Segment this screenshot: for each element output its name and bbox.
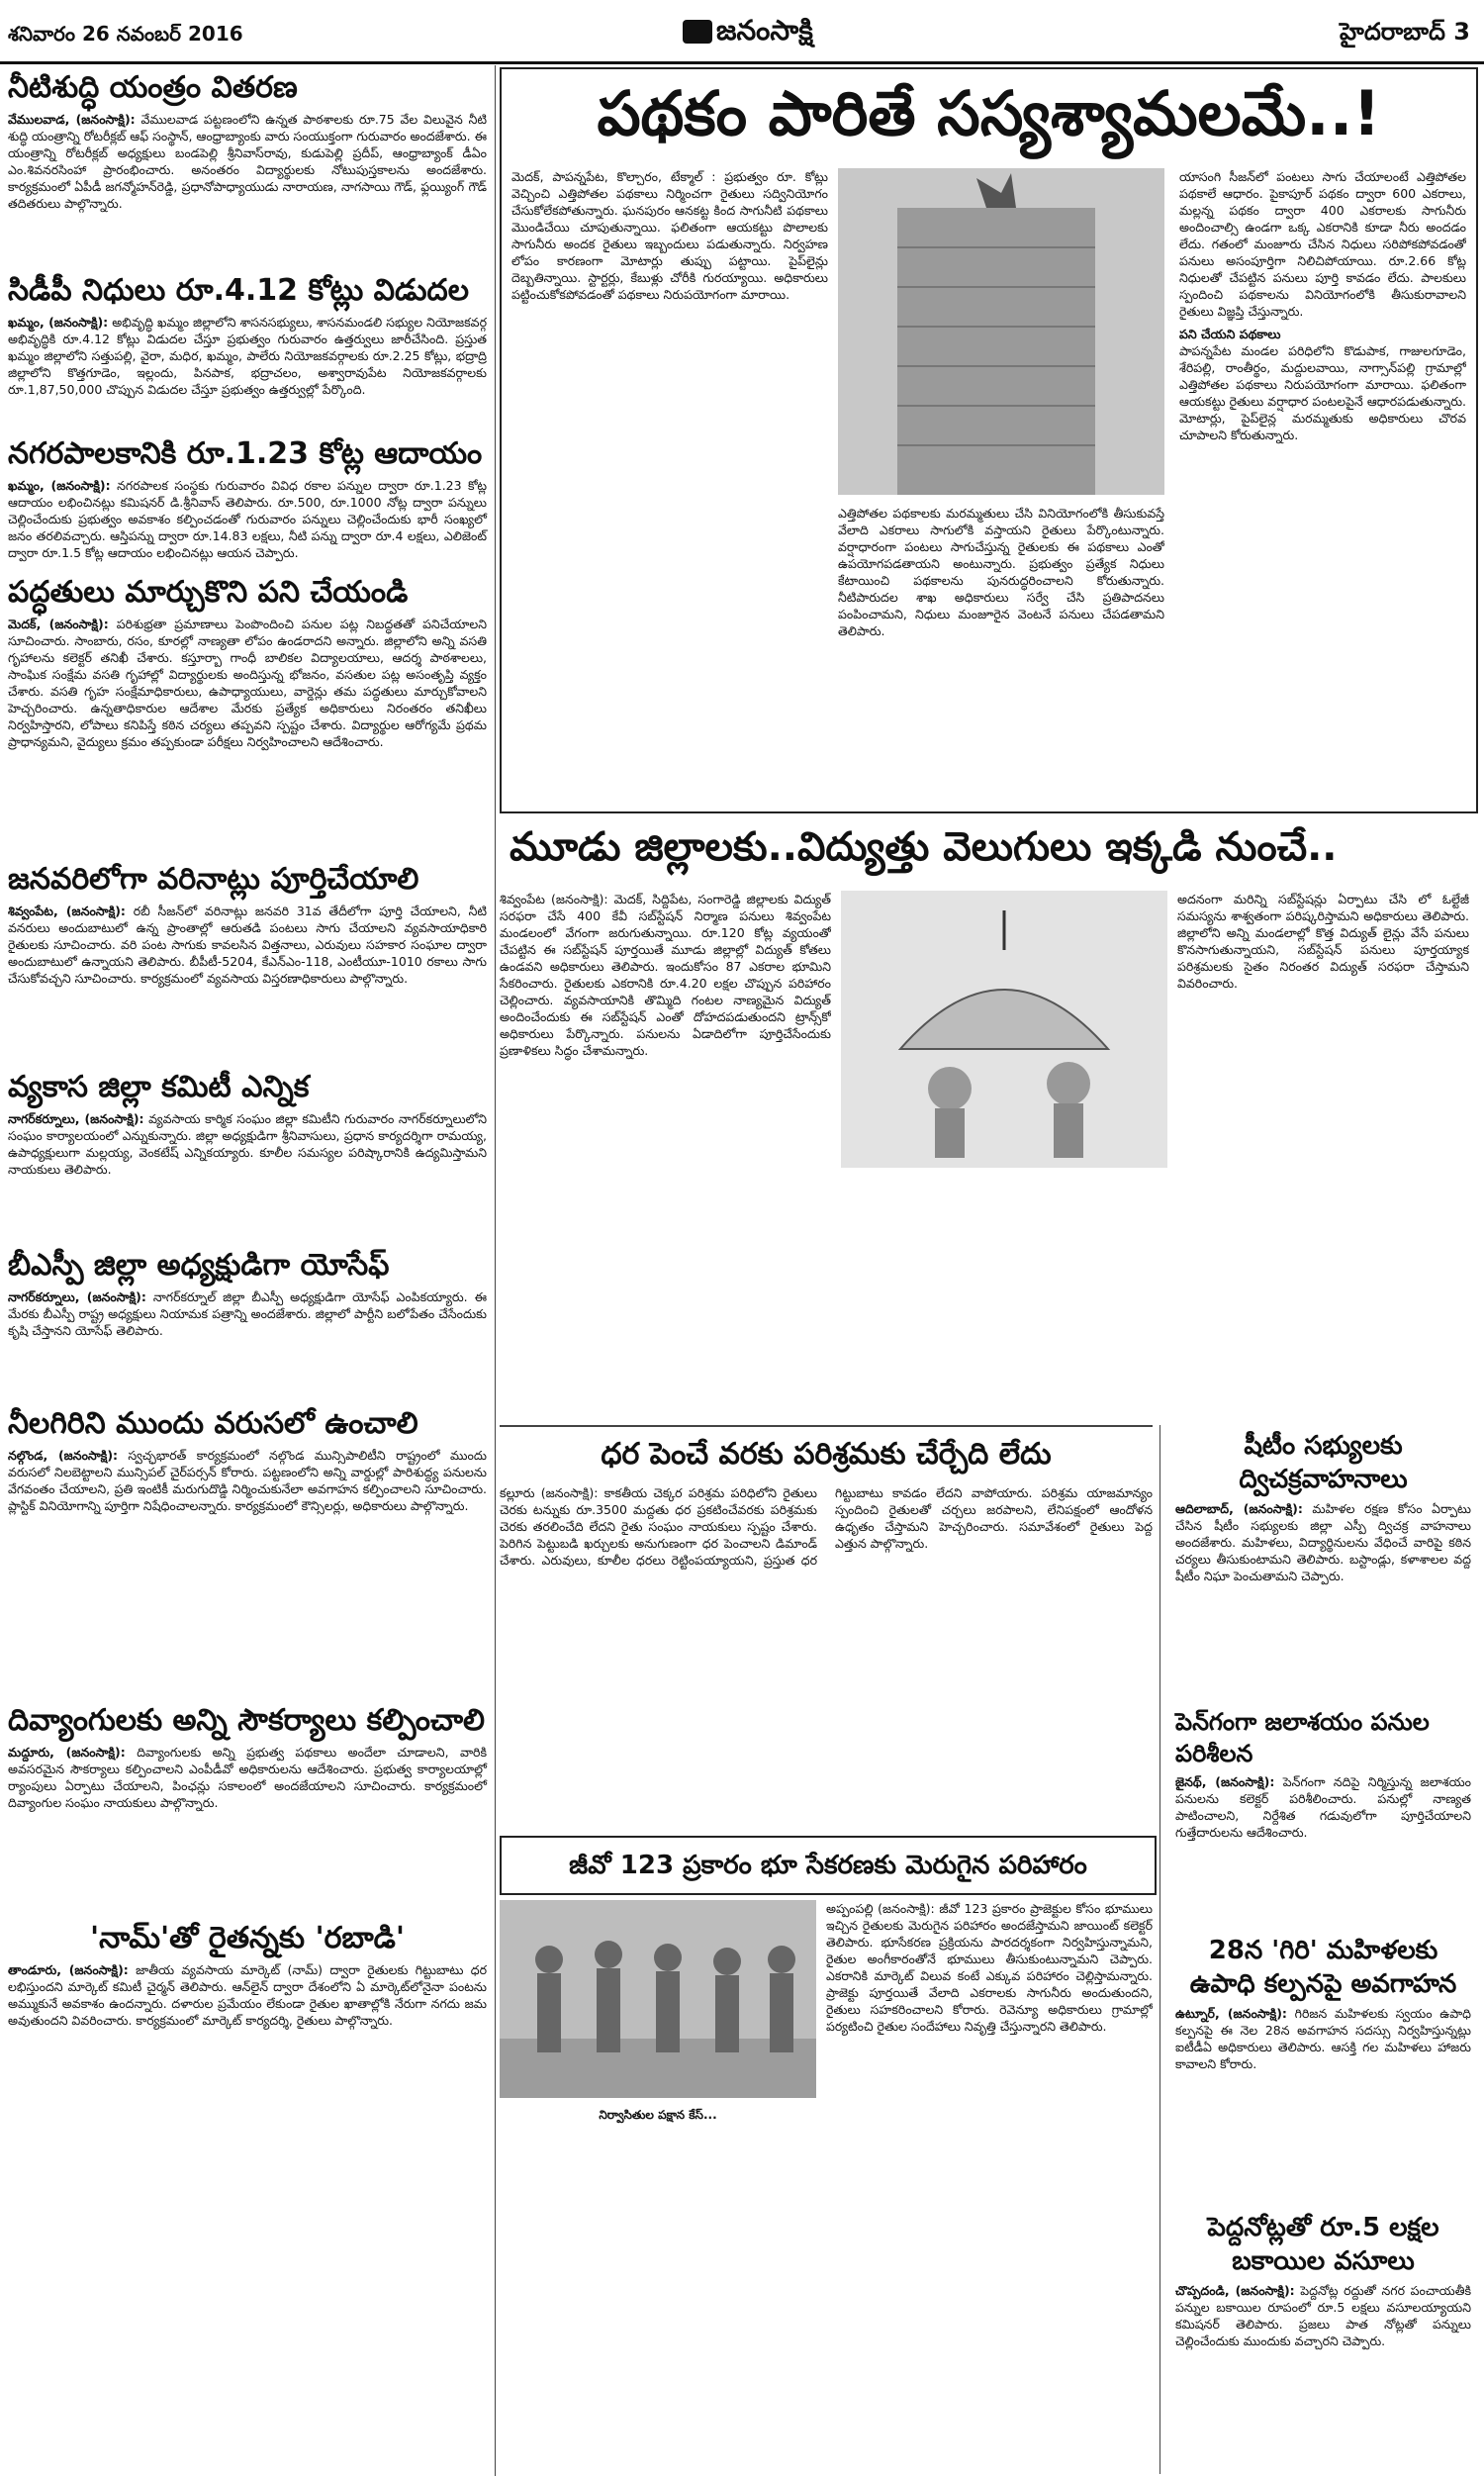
brief-8 (0, 1698, 495, 1916)
brand-logo (683, 14, 813, 53)
brief-dateline: మద్దూరు, (జనంసాక్షి): (8, 1745, 126, 1760)
brief-text: వ్యవసాయ కార్మిక సంఘం జిల్లా కమిటీని గురువారం నాగర్‌కర్నూలులోని సంఘం కార్యాలయంలో ఎన్నుకున్నారు. జిల్లా అధ్యక్షుడిగా శ్రీనివాసులు, ప్రధాన కార్యదర్శిగా రామయ్య, ఉపాధ్యక్షులుగా మల్లయ్య, వెంకటేష్ ఎన్నికయ్యారు. కూలీల సమస్యల పరిష్కారానికి ఉద్యమిస్తామని నాయకులు తెలిపారు. (8, 1111, 487, 1177)
brief-headline: జనవరిలోగా వరినాట్లు పూర్తిచేయాలి (8, 862, 419, 897)
lead-body-left (511, 168, 828, 802)
go-body-left (500, 2108, 816, 2464)
page-number: 3 (1453, 18, 1470, 46)
brief-dateline: ఉట్నూర్, (జనంసాక్షి): (1175, 2006, 1287, 2021)
officials-inspecting-land-image (500, 1900, 816, 2098)
masthead (0, 0, 1484, 64)
brief-headline: సిడీపీ నిధులు రూ.4.12 కోట్లు విడుదల (8, 273, 470, 308)
brief-text: స్వచ్ఛభారత్ కార్యక్రమంలో నల్గొండ మున్సిపాలిటీని రాష్ట్రంలో ముందు వరుసలో నిలబెట్టాలని మున్సిపల్ చైర్‌పర్సన్ కోరారు. పట్టణంలోని అన్ని వార్డుల్లో పారిశుద్ధ్య పనులను వేగవంతం చేయాలని, ప్రతి ఇంటికీ మరుగుదొడ్డి నిర్మించుకునేలా అవగాహన కల్పించాలని సూచించారు. ప్లాస్టిక్ వినియోగాన్ని పూర్తిగా నిషేధించాలన్నారు. కార్యక్రమంలో కౌన్సిలర్లు, అధికారులు పాల్గొన్నారు. (8, 1448, 487, 1513)
brief-body (8, 111, 487, 212)
brief-text: అభివృద్ధి ఖమ్మం జిల్లాలోని శాసనసభ్యులు, శాసనమండలి సభ్యుల నియోజకవర్గ అభివృద్ధికి రూ.4.12 కోట్లు విడుదల చేస్తూ ప్రభుత్వం గురువారం ఉత్తర్వులు జారీచేసింది. ప్రస్తుత ఖమ్మం జిల్లాలోని సత్తుపల్లి, వైరా, మధిర, ఖమ్మం, పాలేరు నియోజకవర్గాలకు రూ.2.25 కోట్లు, భద్రాద్రి జిల్లాలోని కొత్తగూడెం, ఇల్లందు, పినపాక, భద్రాచలం, అశ్వారావుపేట నియోజకవర్గాలకు రూ.1,87,50,000 చొప్పున విడుదల చేస్తూ ప్రభుత్వం ఉత్తర్వుల్లో పేర్కొంది. (8, 315, 487, 397)
lead-story (500, 67, 1478, 813)
right-brief-0 (1167, 1425, 1479, 1702)
lead-sub-text: పాపన్నపేట మండల పరిధిలోని కొడుపాక, గాజులగూడెం, శేరిపల్లి, రాంతీర్థం, మద్దులవాయి, నాగ్సాన్‌పల్లి గ్రామాల్లో ఎత్తిపోతల పథకాలు నిరుపయోగంగా మారాయి. ఫలితంగా ఆయకట్టు రైతులు వర్షాధార పంటలపైనే ఆధారపడుతున్నారు. మోటార్లు, పైప్‌లైన్ల మరమ్మతుకు అధికారులు చొరవ చూపాలని కోరుతున్నారు. (1179, 343, 1466, 442)
brief-dateline: మెదక్, (జనంసాక్షి): (8, 617, 109, 631)
lead-body-right (1179, 168, 1466, 802)
price-headline: ధర పెంచే వరకు పరిశ్రమకు చేర్చేది లేదు (601, 1437, 1052, 1472)
brief-text: పెద్దనోట్ల రద్దుతో నగర పంచాయతీకి పన్నుల బకాయిల రూపంలో రూ.5 లక్షలు వసూలయ్యాయని కమిషనర్ తెలిపారు. ప్రజలు పాత నోట్లతో పన్నులు చెల్లించేందుకు ముందుకు వచ్చారని చెప్పారు. (1175, 2283, 1471, 2348)
lead-body-text: మెదక్, పాపన్నపేట, కొల్చారం, టేక్మాల్ : ప్రభుత్వం రూ. కోట్లు వెచ్చించి ఎత్తిపోతల పథకాలు నిర్మించగా రైతులు సద్వినియోగం చేసుకోలేకపోతున్నారు. ఘనపురం ఆనకట్ట కింద సాగునీటి పథకాలు మొండిచేయి చూపుతున్నాయి. ఫలితంగా ఆయకట్టు పొలాలకు సాగునీరు అందక రైతులు ఇబ్బందులు పడుతున్నారు. నిర్వహణ లోపం కారణంగా మోటార్లు తుప్పు పట్టాయి. పైప్‌లైన్లు దెబ్బతిన్నాయి. స్టార్టర్లు, కేబుళ్లు చోరీకి గురయ్యాయి. అధికారులు పట్టించుకోకపోవడంతో పథకాలు నిరుపయోగంగా మారాయి. (511, 169, 828, 302)
go-inner-subhead: నిర్వాసితుల పక్షాన కేస్... (599, 2108, 717, 2122)
brief-2 (0, 431, 495, 570)
brief-headline: దివ్యాంగులకు అన్ని సౌకర్యాలు కల్పించాలి (8, 1703, 486, 1738)
brief-headline: బీఎస్పీ జిల్లా అధ్యక్షుడిగా యోసేఫ్ (8, 1248, 390, 1283)
lead-subhead: పని చేయని పథకాలు (1179, 327, 1281, 341)
brief-dateline: నాగర్‌కర్నూలు, (జనంసాక్షి): (8, 1289, 146, 1304)
price-body-text: కల్లూరు (జనంసాక్షి): కాకతీయ చెక్కర పరిశ్రమ పరిధిలోని రైతులు చెరకు టన్నుకు రూ.3500 మద్దతు ధర ప్రకటించేవరకు పరిశ్రమకు చెరకు తరలించేది లేదని రైతు సంఘం నాయకులు స్పష్టం చేశారు. పెరిగిన పెట్టుబడి ఖర్చులకు అనుగుణంగా ధర పెంచాలని డిమాండ్ చేశారు. ఎరువులు, కూలీల ధరలు రెట్టింపయ్యాయని, ప్రస్తుత ధర గిట్టుబాటు కావడం లేదని వాపోయారు. పరిశ్రమ యాజమాన్యం స్పందించి రైతులతో చర్చలు జరపాలని, లేనిపక్షంలో ఆందోళన ఉధృతం చేస్తామని హెచ్చరించారు. సమావేశంలో రైతులు పెద్ద ఎత్తున పాల్గొన్నారు. (500, 1485, 1153, 1568)
right-brief-2 (1167, 1930, 1479, 2207)
brief-dateline: వేములవాడ, (జనంసాక్షి): (8, 112, 136, 127)
brief-body (8, 1961, 487, 2029)
brief-headline: పద్ధతులు మార్చుకొని పని చేయండి (8, 575, 409, 610)
lead-photo (838, 168, 1164, 495)
brief-text: పరిశుభ్రతా ప్రమాణాలు పెంపొందించి పనుల పట్ల నిబద్ధతతో పనిచేయాలని సూచించారు. సాంబారు, రసం, కూరల్లో నాణ్యతా లోపం ఉండరాదని అన్నారు. జిల్లాలోని అన్ని వసతి గృహాలను కలెక్టర్ తనిఖీ చేశారు. కస్తూర్బా గాంధీ బాలికల విద్యాలయాలు, ఆదర్శ పాఠశాలలు, సాంఘిక సంక్షేమ వసతి గృహాల్లో విద్యార్థులకు అందిస్తున్న భోజనం, వసతుల పట్ల అసంతృప్తి వ్యక్తం చేశారు. వసతి గృహ సంక్షేమాధికారులు, ఉపాధ్యాయులు, వార్డెన్లు తమ పద్ధతులు మార్చుకోవాలని హెచ్చరించారు. ఉన్నతాధికారుల ఆదేశాల మేరకు ప్రత్యేక అధికారులు నిరంతరం తనిఖీలు నిర్వహిస్తారని, లోపాలు కనిపిస్తే కఠిన చర్యలు తప్పవని స్పష్టం చేశారు. విద్యార్థుల ఆరోగ్యమే ప్రథమ ప్రాధాన్యమని, వైద్యులు క్రమం తప్పకుండా పరీక్షలు నిర్వహించాలని ఆదేశించారు. (8, 617, 488, 749)
power-headline: మూడు జిల్లాలకు..విద్యుత్తు వెలుగులు ఇక్కడి నుంచే.. (510, 824, 1338, 870)
brief-body (8, 903, 487, 987)
brief-3 (0, 570, 495, 857)
right-brief-1 (1167, 1702, 1479, 1930)
brief-body (8, 477, 487, 561)
power-body-right (1177, 891, 1469, 1410)
brief-dateline: శివ్వంపేట, (జనంసాక్షి): (8, 904, 126, 918)
right-brief-3 (1167, 2207, 1479, 2469)
brief-1 (0, 268, 495, 431)
lead-headline: పథకం పారితే సస్యశ్యామలమే..! (597, 77, 1381, 149)
issue-date: శనివారం 26 నవంబర్ 2016 (8, 22, 243, 46)
brief-headline: పెన్‌గంగా జలాశయం పనుల పరిశీలన (1175, 1708, 1430, 1767)
left-briefs-column (0, 65, 496, 2476)
lead-side-text: యాసంగి సీజన్‌లో పంటలు సాగు చేయాలంటే ఎత్తిపోతల పథకాలే ఆధారం. పైకాపూర్ పథకం ద్వారా 600 ఎకరాలు, మల్లన్న పథకం ద్వారా 400 ఎకరాలకు సాగునీరు అందించాల్సి ఉండగా ఒక్క ఎకరానికి కూడా నీరు అందడం లేదు. గతంలో మంజూరు చేసిన నిధులు సరిపోకపోవడంతో పనులు అసంపూర్తిగా నిలిచిపోయాయి. రూ.2.66 కోట్ల నిధులతో చేపట్టిన పనులు పూర్తి కావడం లేదు. పాలకులు స్పందించి పథకాలను వినియోగంలోకి తీసుకురావాలని రైతులు విజ్ఞప్తి చేస్తున్నారు. (1179, 169, 1466, 319)
lead-body-text-2: ఎత్తిపోతల పథకాలకు మరమ్మతులు చేసి వినియోగంలోకి తీసుకువస్తే వేలాది ఎకరాలు సాగులోకి వస్తాయని రైతులు పేర్కొంటున్నారు. వర్షాధారంగా పంటలు సాగుచేస్తున్న రైతులకు ఈ పథకాలు ఎంతో ఉపయోగపడతాయని అంటున్నారు. ప్రభుత్వం ప్రత్యేక నిధులు కేటాయించి పథకాలను పునరుద్ధరించాలని కోరుతున్నారు. నీటిపారుదల శాఖ అధికారులు సర్వే చేసి ప్రతిపాదనలు పంపించామని, నిధులు మంజూరైన వెంటనే పనులు చేపడతామని తెలిపారు. (838, 506, 1164, 638)
brand-logo-icon (683, 20, 712, 44)
go-body-text: అప్పంపల్లి (జనంసాక్షి): జీవో 123 ప్రకారం ప్రాజెక్టుల కోసం భూములు ఇచ్చిన రైతులకు మెరుగైన పరిహారం అందజేస్తామని జాయింట్ కలెక్టర్ తెలిపారు. భూసేకరణ ప్రక్రియను పారదర్శకంగా నిర్వహిస్తున్నామని, రైతుల అంగీకారంతోనే భూములు తీసుకుంటున్నామని చెప్పారు. ఎకరానికి మార్కెట్ విలువ కంటే ఎక్కువ పరిహారం చెల్లిస్తామన్నారు. ప్రాజెక్టు పూర్తయితే వేలాది ఎకరాలకు సాగునీరు అందుతుందని, రైతులు సహకరించాలని కోరారు. రెవెన్యూ అధికారులు గ్రామాల్లో పర్యటించి రైతుల సందేహాలు నివృత్తి చేస్తున్నారని తెలిపారు. (826, 1901, 1153, 2034)
brief-7 (0, 1401, 495, 1698)
brief-dateline: జైనథ్, (జనంసాక్షి): (1175, 1774, 1275, 1789)
brief-dateline: ఖమ్మం, (జనంసాక్షి): (8, 478, 111, 493)
brief-text: నాగర్‌కర్నూల్ జిల్లా బీఎస్పీ అధ్యక్షుడిగా యోసేఫ్ ఎంపికయ్యారు. ఈ మేరకు బీఎస్పీ రాష్ట్ర అధ్యక్షులు నియామక పత్రాన్ని అందజేశారు. జిల్లాలో పార్టీని బలోపేతం చేసేందుకు కృషి చేస్తానని యోసేఫ్ తెలిపారు. (8, 1289, 487, 1338)
brief-body (1175, 1500, 1471, 1584)
brief-headline: పెద్దనోట్లతో రూ.5 లక్షల బకాయిల వసూలు (1207, 2213, 1439, 2276)
brief-5 (0, 1065, 495, 1243)
edition-city-name: హైదరాబాద్ (1340, 18, 1445, 46)
brief-0 (0, 65, 495, 268)
brief-6 (0, 1243, 495, 1401)
brief-dateline: నాగర్‌కర్నూలు, (జనంసాక్షి): (8, 1111, 144, 1126)
power-story (500, 821, 1474, 1415)
go-photo (500, 1900, 816, 2098)
price-story (500, 1435, 1153, 1831)
brief-dateline: చొప్పదండి, (జనంసాక్షి): (1175, 2283, 1295, 2298)
brief-headline: 28న 'గిరి' మహిళలకు ఉపాధి కల్పనపై అవగాహన (1189, 1936, 1457, 1999)
brief-headline: నగరపాలకానికి రూ.1.23 కోట్ల ఆదాయం (8, 436, 483, 471)
brief-body (1175, 2282, 1471, 2349)
brief-dateline: తాండూరు, (జనంసాక్షి): (8, 1962, 129, 1977)
power-side-text: అదనంగా మరిన్ని సబ్‌స్టేషన్లు ఏర్పాటు చేసి లో ఓల్టేజీ సమస్యను శాశ్వతంగా పరిష్కరిస్తామని అధికారులు తెలిపారు. జిల్లాలోని అన్ని మండలాల్లో కొత్త విద్యుత్ లైన్లు వేసే పనులు కొనసాగుతున్నాయని, సబ్‌స్టేషన్ పనులు పూర్తయ్యాక పరిశ్రమలకు సైతం నిరంతర విద్యుత్ సరఫరా చేస్తామని వివరించారు. (1177, 892, 1469, 991)
brief-body (1175, 1773, 1471, 1841)
brief-text: దివ్యాంగులకు అన్ని ప్రభుత్వ పథకాలు అందేలా చూడాలని, వారికి అవసరమైన సౌకర్యాలు కల్పించాలని ఎంపీడీవో అధికారులను ఆదేశించారు. ప్రభుత్వ కార్యాలయాల్లో ర్యాంపులు ఏర్పాటు చేయాలని, పింఛన్లు సకాలంలో అందజేయాలని సూచించారు. కార్యక్రమంలో దివ్యాంగుల సంఘం నాయకులు పాల్గొన్నారు. (8, 1745, 487, 1810)
brief-9 (0, 1916, 495, 2470)
brand-name: జనంసాక్షి (716, 14, 813, 47)
right-column-divider (1159, 1425, 1160, 2474)
brief-text: జాతీయ వ్యవసాయ మార్కెట్ (నామ్) ద్వారా రైతులకు గిట్టుబాటు ధర లభిస్తుందని మార్కెట్ కమిటీ చైర్మన్ తెలిపారు. ఆన్‌లైన్ ద్వారా దేశంలోని ఏ మార్కెట్‌లోనైనా పంటను అమ్ముకునే అవకాశం ఉందన్నారు. దళారుల ప్రమేయం లేకుండా రైతుల ఖాతాల్లోకి నేరుగా నగదు జమ అవుతుందని వివరించారు. కార్యక్రమంలో మార్కెట్ కార్యదర్శి, రైతులు పాల్గొన్నారు. (8, 1962, 487, 2028)
brick-structure-image (838, 168, 1164, 495)
brief-text: గిరిజన మహిళలకు స్వయం ఉపాధి కల్పనపై ఈ నెల 28న అవగాహన సదస్సు నిర్వహిస్తున్నట్లు ఐటీడీఏ అధికారులు తెలిపారు. ఆసక్తి గల మహిళలు హాజరు కావాలని కోరారు. (1175, 2006, 1471, 2071)
power-body-mid (841, 1178, 1167, 1410)
brief-dateline: ఖమ్మం, (జనంసాక్షి): (8, 315, 109, 330)
brief-body (8, 314, 487, 398)
brief-dateline: నల్గొండ, (జనంసాక్షి): (8, 1448, 119, 1463)
brief-dateline: ఆదిలాబాద్, (జనంసాక్షి): (1175, 1501, 1303, 1516)
brief-body (8, 1447, 487, 1514)
power-body-text: శివ్వంపేట (జనంసాక్షి): మెదక్, సిద్దిపేట, సంగారెడ్డి జిల్లాలకు విద్యుత్ సరఫరా చేసే 400 కేవీ సబ్‌స్టేషన్ నిర్మాణ పనులు శివ్వంపేట మండలంలో వేగంగా జరుగుతున్నాయి. రూ.120 కోట్ల వ్యయంతో చేపట్టిన ఈ సబ్‌స్టేషన్ పూర్తయితే మూడు జిల్లాల్లో విద్యుత్ కోతలు ఉండవని అధికారులు తెలిపారు. ఇందుకోసం 87 ఎకరాల భూమిని సేకరించారు. రైతులకు ఎకరానికి రూ.4.20 లక్షల చొప్పున పరిహారం చెల్లించారు. వ్యవసాయానికి తొమ్మిది గంటల నాణ్యమైన విద్యుత్ అందించేందుకు ఈ సబ్‌స్టేషన్ ఎంతో దోహదపడుతుందని ట్రాన్స్‌కో అధికారులు పేర్కొన్నారు. పనులను ఏడాదిలోగా పూర్తిచేసేందుకు ప్రణాళికలు సిద్ధం చేశామన్నారు. (500, 892, 831, 1058)
brief-4 (0, 857, 495, 1065)
power-body-left (500, 891, 831, 1410)
edition-city (1340, 18, 1470, 51)
brief-headline: 'నామ్'తో రైతన్నకు 'రబాడి' (89, 1921, 406, 1955)
brief-headline: నీటిశుద్ధి యంత్రం వితరణ (8, 70, 298, 105)
brief-body (8, 616, 487, 750)
brief-text: మహిళల రక్షణ కోసం ఏర్పాటు చేసిన షీటీం సభ్యులకు జిల్లా ఎస్పీ ద్విచక్ర వాహనాలు అందజేశారు. మహిళలు, విద్యార్థినులను వేధించే వారిపై కఠిన చర్యలు తీసుకుంటామని తెలిపారు. బస్టాండ్లు, కళాశాలల వద్ద షీటీం నిఘా పెంచుతామని చెప్పారు. (1175, 1501, 1471, 1583)
divider (500, 1425, 1153, 1427)
power-cartoon (841, 891, 1167, 1168)
go-story-title-box (500, 1836, 1157, 1895)
brief-headline: షీటీం సభ్యులకు ద్విచక్రవాహనాలు (1239, 1431, 1408, 1494)
go-headline: జీవో 123 ప్రకారం భూ సేకరణకు మెరుగైన పరిహారం (569, 1851, 1087, 1880)
brief-body (8, 1744, 487, 1811)
brief-headline: నీలగిరిని ముందు వరుసలో ఉంచాలి (8, 1406, 418, 1441)
go-body-right (826, 1900, 1153, 2464)
brief-text: పెన్‌గంగా నదిపై నిర్మిస్తున్న జలాశయం పనులను కలెక్టర్ పరిశీలించారు. పనుల్లో నాణ్యత పాటించాలని, నిర్దేశిత గడువులోగా పూర్తిచేయాలని గుత్తేదారులను ఆదేశించారు. (1175, 1774, 1471, 1840)
brief-headline: వ్యకాస జిల్లా కమిటీ ఎన్నిక (8, 1070, 310, 1104)
cartoon-illustration (841, 891, 1167, 1168)
brief-body (8, 1110, 487, 1178)
brief-body (1175, 2005, 1471, 2072)
lead-body-mid (838, 505, 1164, 802)
brief-text: నగరపాలక సంస్థకు గురువారం వివిధ రకాల పన్నుల ద్వారా రూ.1.23 కోట్ల ఆదాయం లభించినట్లు కమిషనర్ డి.శ్రీనివాస్ తెలిపారు. రూ.500, రూ.1000 నోట్ల ద్వారా పన్నులు చెల్లించేందుకు ప్రభుత్వం అవకాశం కల్పించడంతో గురువారం పన్నులు చెల్లించేందుకు భారీ సంఖ్యలో జనం తరలివచ్చారు. ఆస్తిపన్ను ద్వారా రూ.14.83 లక్షలు, నీటి పన్ను ద్వారా రూ.4 లక్షలు, ఎలిజెంట్ ద్వారా రూ.1.5 కోట్ల ఆదాయం లభించినట్లు ఆయన చెప్పారు. (8, 478, 487, 560)
brief-text: వేములవాడ పట్టణంలోని ఉన్నత పాఠశాలకు రూ.75 వేల విలువైన నీటి శుద్ధి యంత్రాన్ని రోటరీక్లబ్ ఆఫ్ సంస్థాన్, ఆంధ్రాబ్యాంకు వారు సంయుక్తంగా గురువారం అందజేశారు. ఈ యంత్రాన్ని రోటరీక్లబ్ అధ్యక్షులు బండపెల్లి శ్రీనివాస్‌రావు, కుడుపెల్లి ప్రదీప్, ఆంధ్రాబ్యాంక్ డీఏం ఎం.శివనరసింహా ప్రారంభించారు. అనంతరం విద్యార్థులకు నోటుపుస్తకాలను అందజేశారు. కార్యక్రమంలో ఏపీడీ జగన్మోహన్‌రెడ్డి, ప్రధానోపాధ్యాయుడు నారాయణ, నాగసాయి గౌడ్, ఫ్లయ్యింగ్‌ గౌడ్ తదితరులు పాల్గొన్నారు. (8, 112, 487, 211)
brief-body (8, 1288, 487, 1339)
brief-text: రబీ సీజన్‌లో వరినాట్లు జనవరి 31వ తేదీలోగా పూర్తి చేయాలని, నీటి వనరులు అందుబాటులో ఉన్న ప్రాంతాల్లో ఆరుతడి పంటలు సాగు చేయాలని వ్యవసాయాధికారి రైతులకు సూచించారు. వరి పంట సాగుకు కావలసిన విత్తనాలు, ఎరువులు సహకార సంఘాల ద్వారా అందుబాటులో ఉన్నాయని తెలిపారు. బీపీటీ-5204, కేఎన్ఎం-118, ఎంటీయూ-1010 రకాలు సాగు చేసుకోవచ్చని సూచించారు. కార్యక్రమంలో వ్యవసాయ విస్తరణాధికారులు పాల్గొన్నారు. (8, 904, 487, 986)
